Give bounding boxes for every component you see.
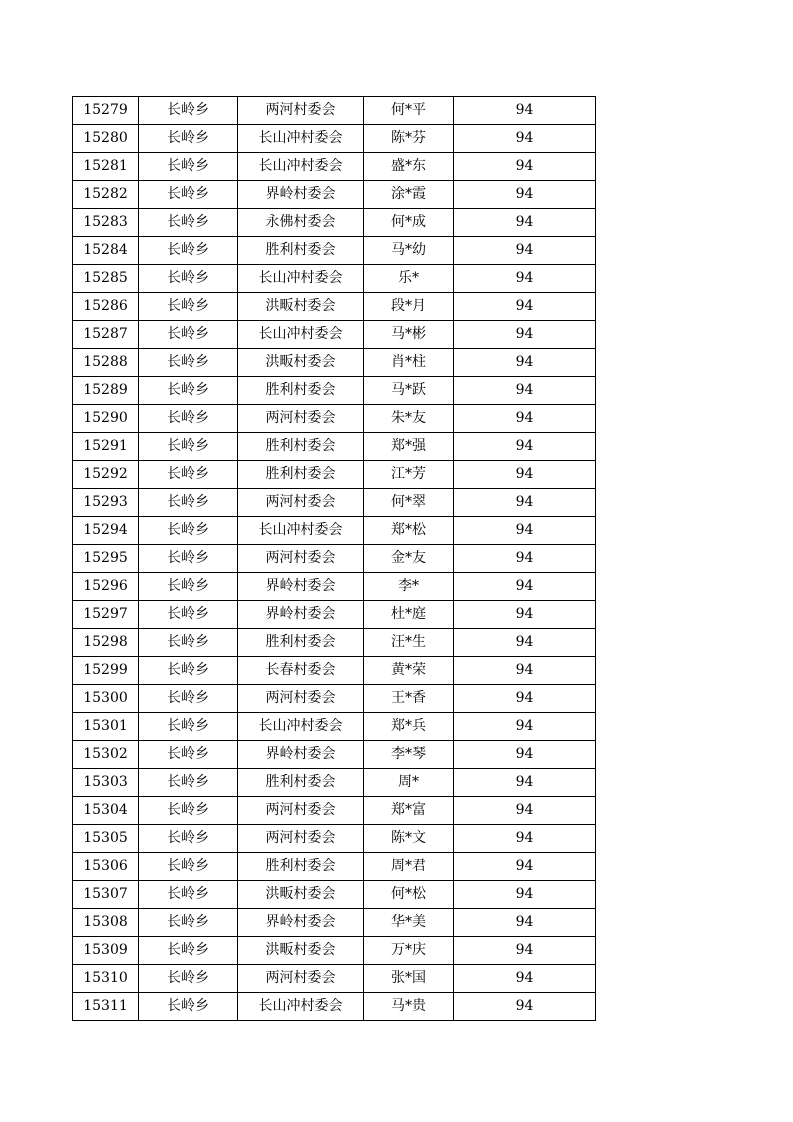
township-cell: 长岭乡 — [139, 825, 238, 853]
village-committee-cell: 两河村委会 — [238, 97, 364, 125]
table-row — [73, 741, 596, 769]
village-committee-cell: 长山冲村委会 — [238, 153, 364, 181]
record-id-cell: 15285 — [73, 265, 139, 293]
person-name-cell: 郑*强 — [364, 433, 454, 461]
township-cell: 长岭乡 — [139, 685, 238, 713]
village-committee-cell: 长山冲村委会 — [238, 713, 364, 741]
person-name-cell: 张*国 — [364, 965, 454, 993]
village-committee-cell: 胜利村委会 — [238, 629, 364, 657]
value-cell: 94 — [454, 97, 596, 125]
record-id-cell: 15302 — [73, 741, 139, 769]
table-row — [73, 377, 596, 405]
value-cell: 94 — [454, 265, 596, 293]
person-name-cell: 段*月 — [364, 293, 454, 321]
village-committee-cell: 长山冲村委会 — [238, 321, 364, 349]
township-cell: 长岭乡 — [139, 97, 238, 125]
person-name-cell: 陈*芬 — [364, 125, 454, 153]
value-cell: 94 — [454, 209, 596, 237]
table-row — [73, 993, 596, 1021]
township-cell: 长岭乡 — [139, 909, 238, 937]
person-name-cell: 华*美 — [364, 909, 454, 937]
record-id-cell: 15281 — [73, 153, 139, 181]
record-id-cell: 15294 — [73, 517, 139, 545]
township-cell: 长岭乡 — [139, 713, 238, 741]
record-id-cell: 15293 — [73, 489, 139, 517]
township-cell: 长岭乡 — [139, 881, 238, 909]
record-id-cell: 15295 — [73, 545, 139, 573]
township-cell: 长岭乡 — [139, 237, 238, 265]
record-id-cell: 15308 — [73, 909, 139, 937]
record-id-cell: 15297 — [73, 601, 139, 629]
village-committee-cell: 两河村委会 — [238, 965, 364, 993]
person-name-cell: 朱*友 — [364, 405, 454, 433]
person-name-cell: 金*友 — [364, 545, 454, 573]
person-name-cell: 江*芳 — [364, 461, 454, 489]
table-row — [73, 797, 596, 825]
value-cell: 94 — [454, 881, 596, 909]
village-committee-cell: 界岭村委会 — [238, 909, 364, 937]
table-row — [73, 321, 596, 349]
record-id-cell: 15299 — [73, 657, 139, 685]
village-committee-cell: 洪畈村委会 — [238, 293, 364, 321]
village-committee-cell: 长山冲村委会 — [238, 265, 364, 293]
township-cell: 长岭乡 — [139, 853, 238, 881]
person-name-cell: 涂*霞 — [364, 181, 454, 209]
person-name-cell: 郑*富 — [364, 797, 454, 825]
value-cell: 94 — [454, 237, 596, 265]
township-cell: 长岭乡 — [139, 573, 238, 601]
record-id-cell: 15292 — [73, 461, 139, 489]
table-row — [73, 713, 596, 741]
value-cell: 94 — [454, 741, 596, 769]
township-cell: 长岭乡 — [139, 937, 238, 965]
value-cell: 94 — [454, 181, 596, 209]
township-cell: 长岭乡 — [139, 125, 238, 153]
person-name-cell: 王*香 — [364, 685, 454, 713]
value-cell: 94 — [454, 685, 596, 713]
village-committee-cell: 两河村委会 — [238, 685, 364, 713]
value-cell: 94 — [454, 797, 596, 825]
record-id-cell: 15283 — [73, 209, 139, 237]
table-row — [73, 433, 596, 461]
person-name-cell: 何*翠 — [364, 489, 454, 517]
township-cell: 长岭乡 — [139, 993, 238, 1021]
value-cell: 94 — [454, 125, 596, 153]
township-cell: 长岭乡 — [139, 517, 238, 545]
township-cell: 长岭乡 — [139, 181, 238, 209]
table-row — [73, 97, 596, 125]
record-id-cell: 15303 — [73, 769, 139, 797]
record-id-cell: 15289 — [73, 377, 139, 405]
value-cell: 94 — [454, 321, 596, 349]
township-cell: 长岭乡 — [139, 545, 238, 573]
table-row — [73, 657, 596, 685]
table-row — [73, 517, 596, 545]
village-committee-cell: 长山冲村委会 — [238, 125, 364, 153]
person-name-cell: 马*跃 — [364, 377, 454, 405]
village-committee-cell: 胜利村委会 — [238, 769, 364, 797]
table-row — [73, 769, 596, 797]
record-id-cell: 15305 — [73, 825, 139, 853]
value-cell: 94 — [454, 433, 596, 461]
value-cell: 94 — [454, 713, 596, 741]
village-committee-cell: 永佛村委会 — [238, 209, 364, 237]
township-cell: 长岭乡 — [139, 153, 238, 181]
table-row — [73, 209, 596, 237]
village-committee-cell: 洪畈村委会 — [238, 881, 364, 909]
village-committee-cell: 胜利村委会 — [238, 853, 364, 881]
person-name-cell: 陈*文 — [364, 825, 454, 853]
person-name-cell: 万*庆 — [364, 937, 454, 965]
village-committee-cell: 洪畈村委会 — [238, 937, 364, 965]
record-id-cell: 15307 — [73, 881, 139, 909]
records-table-body — [73, 97, 596, 1021]
record-id-cell: 15306 — [73, 853, 139, 881]
record-id-cell: 15310 — [73, 965, 139, 993]
value-cell: 94 — [454, 153, 596, 181]
person-name-cell: 黄*荣 — [364, 657, 454, 685]
village-committee-cell: 界岭村委会 — [238, 601, 364, 629]
township-cell: 长岭乡 — [139, 769, 238, 797]
value-cell: 94 — [454, 853, 596, 881]
record-id-cell: 15298 — [73, 629, 139, 657]
village-committee-cell: 胜利村委会 — [238, 377, 364, 405]
township-cell: 长岭乡 — [139, 209, 238, 237]
village-committee-cell: 两河村委会 — [238, 489, 364, 517]
township-cell: 长岭乡 — [139, 321, 238, 349]
value-cell: 94 — [454, 405, 596, 433]
record-id-cell: 15288 — [73, 349, 139, 377]
township-cell: 长岭乡 — [139, 461, 238, 489]
person-name-cell: 周*君 — [364, 853, 454, 881]
value-cell: 94 — [454, 937, 596, 965]
value-cell: 94 — [454, 965, 596, 993]
township-cell: 长岭乡 — [139, 405, 238, 433]
person-name-cell: 李* — [364, 573, 454, 601]
table-row — [73, 125, 596, 153]
value-cell: 94 — [454, 825, 596, 853]
table-row — [73, 573, 596, 601]
value-cell: 94 — [454, 461, 596, 489]
township-cell: 长岭乡 — [139, 349, 238, 377]
table-row — [73, 909, 596, 937]
record-id-cell: 15309 — [73, 937, 139, 965]
township-cell: 长岭乡 — [139, 433, 238, 461]
person-name-cell: 周* — [364, 769, 454, 797]
township-cell: 长岭乡 — [139, 293, 238, 321]
table-row — [73, 965, 596, 993]
table-row — [73, 601, 596, 629]
person-name-cell: 李*琴 — [364, 741, 454, 769]
village-committee-cell: 洪畈村委会 — [238, 349, 364, 377]
record-id-cell: 15301 — [73, 713, 139, 741]
record-id-cell: 15300 — [73, 685, 139, 713]
township-cell: 长岭乡 — [139, 797, 238, 825]
village-committee-cell: 长春村委会 — [238, 657, 364, 685]
person-name-cell: 何*松 — [364, 881, 454, 909]
village-committee-cell: 长山冲村委会 — [238, 517, 364, 545]
person-name-cell: 盛*东 — [364, 153, 454, 181]
village-committee-cell: 胜利村委会 — [238, 433, 364, 461]
person-name-cell: 郑*兵 — [364, 713, 454, 741]
person-name-cell: 马*彬 — [364, 321, 454, 349]
record-id-cell: 15287 — [73, 321, 139, 349]
village-committee-cell: 胜利村委会 — [238, 237, 364, 265]
table-row — [73, 629, 596, 657]
value-cell: 94 — [454, 993, 596, 1021]
table-row — [73, 293, 596, 321]
value-cell: 94 — [454, 489, 596, 517]
village-committee-cell: 两河村委会 — [238, 405, 364, 433]
value-cell: 94 — [454, 629, 596, 657]
township-cell: 长岭乡 — [139, 657, 238, 685]
record-id-cell: 15304 — [73, 797, 139, 825]
table-row — [73, 349, 596, 377]
person-name-cell: 马*贵 — [364, 993, 454, 1021]
value-cell: 94 — [454, 769, 596, 797]
township-cell: 长岭乡 — [139, 489, 238, 517]
village-committee-cell: 两河村委会 — [238, 825, 364, 853]
person-name-cell: 何*成 — [364, 209, 454, 237]
value-cell: 94 — [454, 517, 596, 545]
table-row — [73, 153, 596, 181]
township-cell: 长岭乡 — [139, 741, 238, 769]
table-row — [73, 825, 596, 853]
township-cell: 长岭乡 — [139, 965, 238, 993]
record-id-cell: 15286 — [73, 293, 139, 321]
table-row — [73, 265, 596, 293]
record-id-cell: 15280 — [73, 125, 139, 153]
table-row — [73, 405, 596, 433]
record-id-cell: 15282 — [73, 181, 139, 209]
person-name-cell: 乐* — [364, 265, 454, 293]
person-name-cell: 杜*庭 — [364, 601, 454, 629]
table-row — [73, 685, 596, 713]
person-name-cell: 汪*生 — [364, 629, 454, 657]
value-cell: 94 — [454, 657, 596, 685]
person-name-cell: 郑*松 — [364, 517, 454, 545]
village-committee-cell: 长山冲村委会 — [238, 993, 364, 1021]
record-id-cell: 15296 — [73, 573, 139, 601]
record-id-cell: 15284 — [73, 237, 139, 265]
table-row — [73, 181, 596, 209]
value-cell: 94 — [454, 377, 596, 405]
table-row — [73, 937, 596, 965]
table-row — [73, 881, 596, 909]
record-id-cell: 15311 — [73, 993, 139, 1021]
table-row — [73, 237, 596, 265]
village-committee-cell: 界岭村委会 — [238, 741, 364, 769]
table-row — [73, 489, 596, 517]
value-cell: 94 — [454, 349, 596, 377]
records-table — [72, 96, 596, 1021]
table-row — [73, 545, 596, 573]
record-id-cell: 15279 — [73, 97, 139, 125]
township-cell: 长岭乡 — [139, 265, 238, 293]
village-committee-cell: 两河村委会 — [238, 797, 364, 825]
value-cell: 94 — [454, 909, 596, 937]
record-id-cell: 15291 — [73, 433, 139, 461]
person-name-cell: 肖*柱 — [364, 349, 454, 377]
person-name-cell: 何*平 — [364, 97, 454, 125]
record-id-cell: 15290 — [73, 405, 139, 433]
township-cell: 长岭乡 — [139, 629, 238, 657]
village-committee-cell: 两河村委会 — [238, 545, 364, 573]
table-row — [73, 853, 596, 881]
village-committee-cell: 胜利村委会 — [238, 461, 364, 489]
table-row — [73, 461, 596, 489]
village-committee-cell: 界岭村委会 — [238, 573, 364, 601]
value-cell: 94 — [454, 573, 596, 601]
village-committee-cell: 界岭村委会 — [238, 181, 364, 209]
value-cell: 94 — [454, 293, 596, 321]
value-cell: 94 — [454, 601, 596, 629]
person-name-cell: 马*幼 — [364, 237, 454, 265]
township-cell: 长岭乡 — [139, 601, 238, 629]
value-cell: 94 — [454, 545, 596, 573]
township-cell: 长岭乡 — [139, 377, 238, 405]
